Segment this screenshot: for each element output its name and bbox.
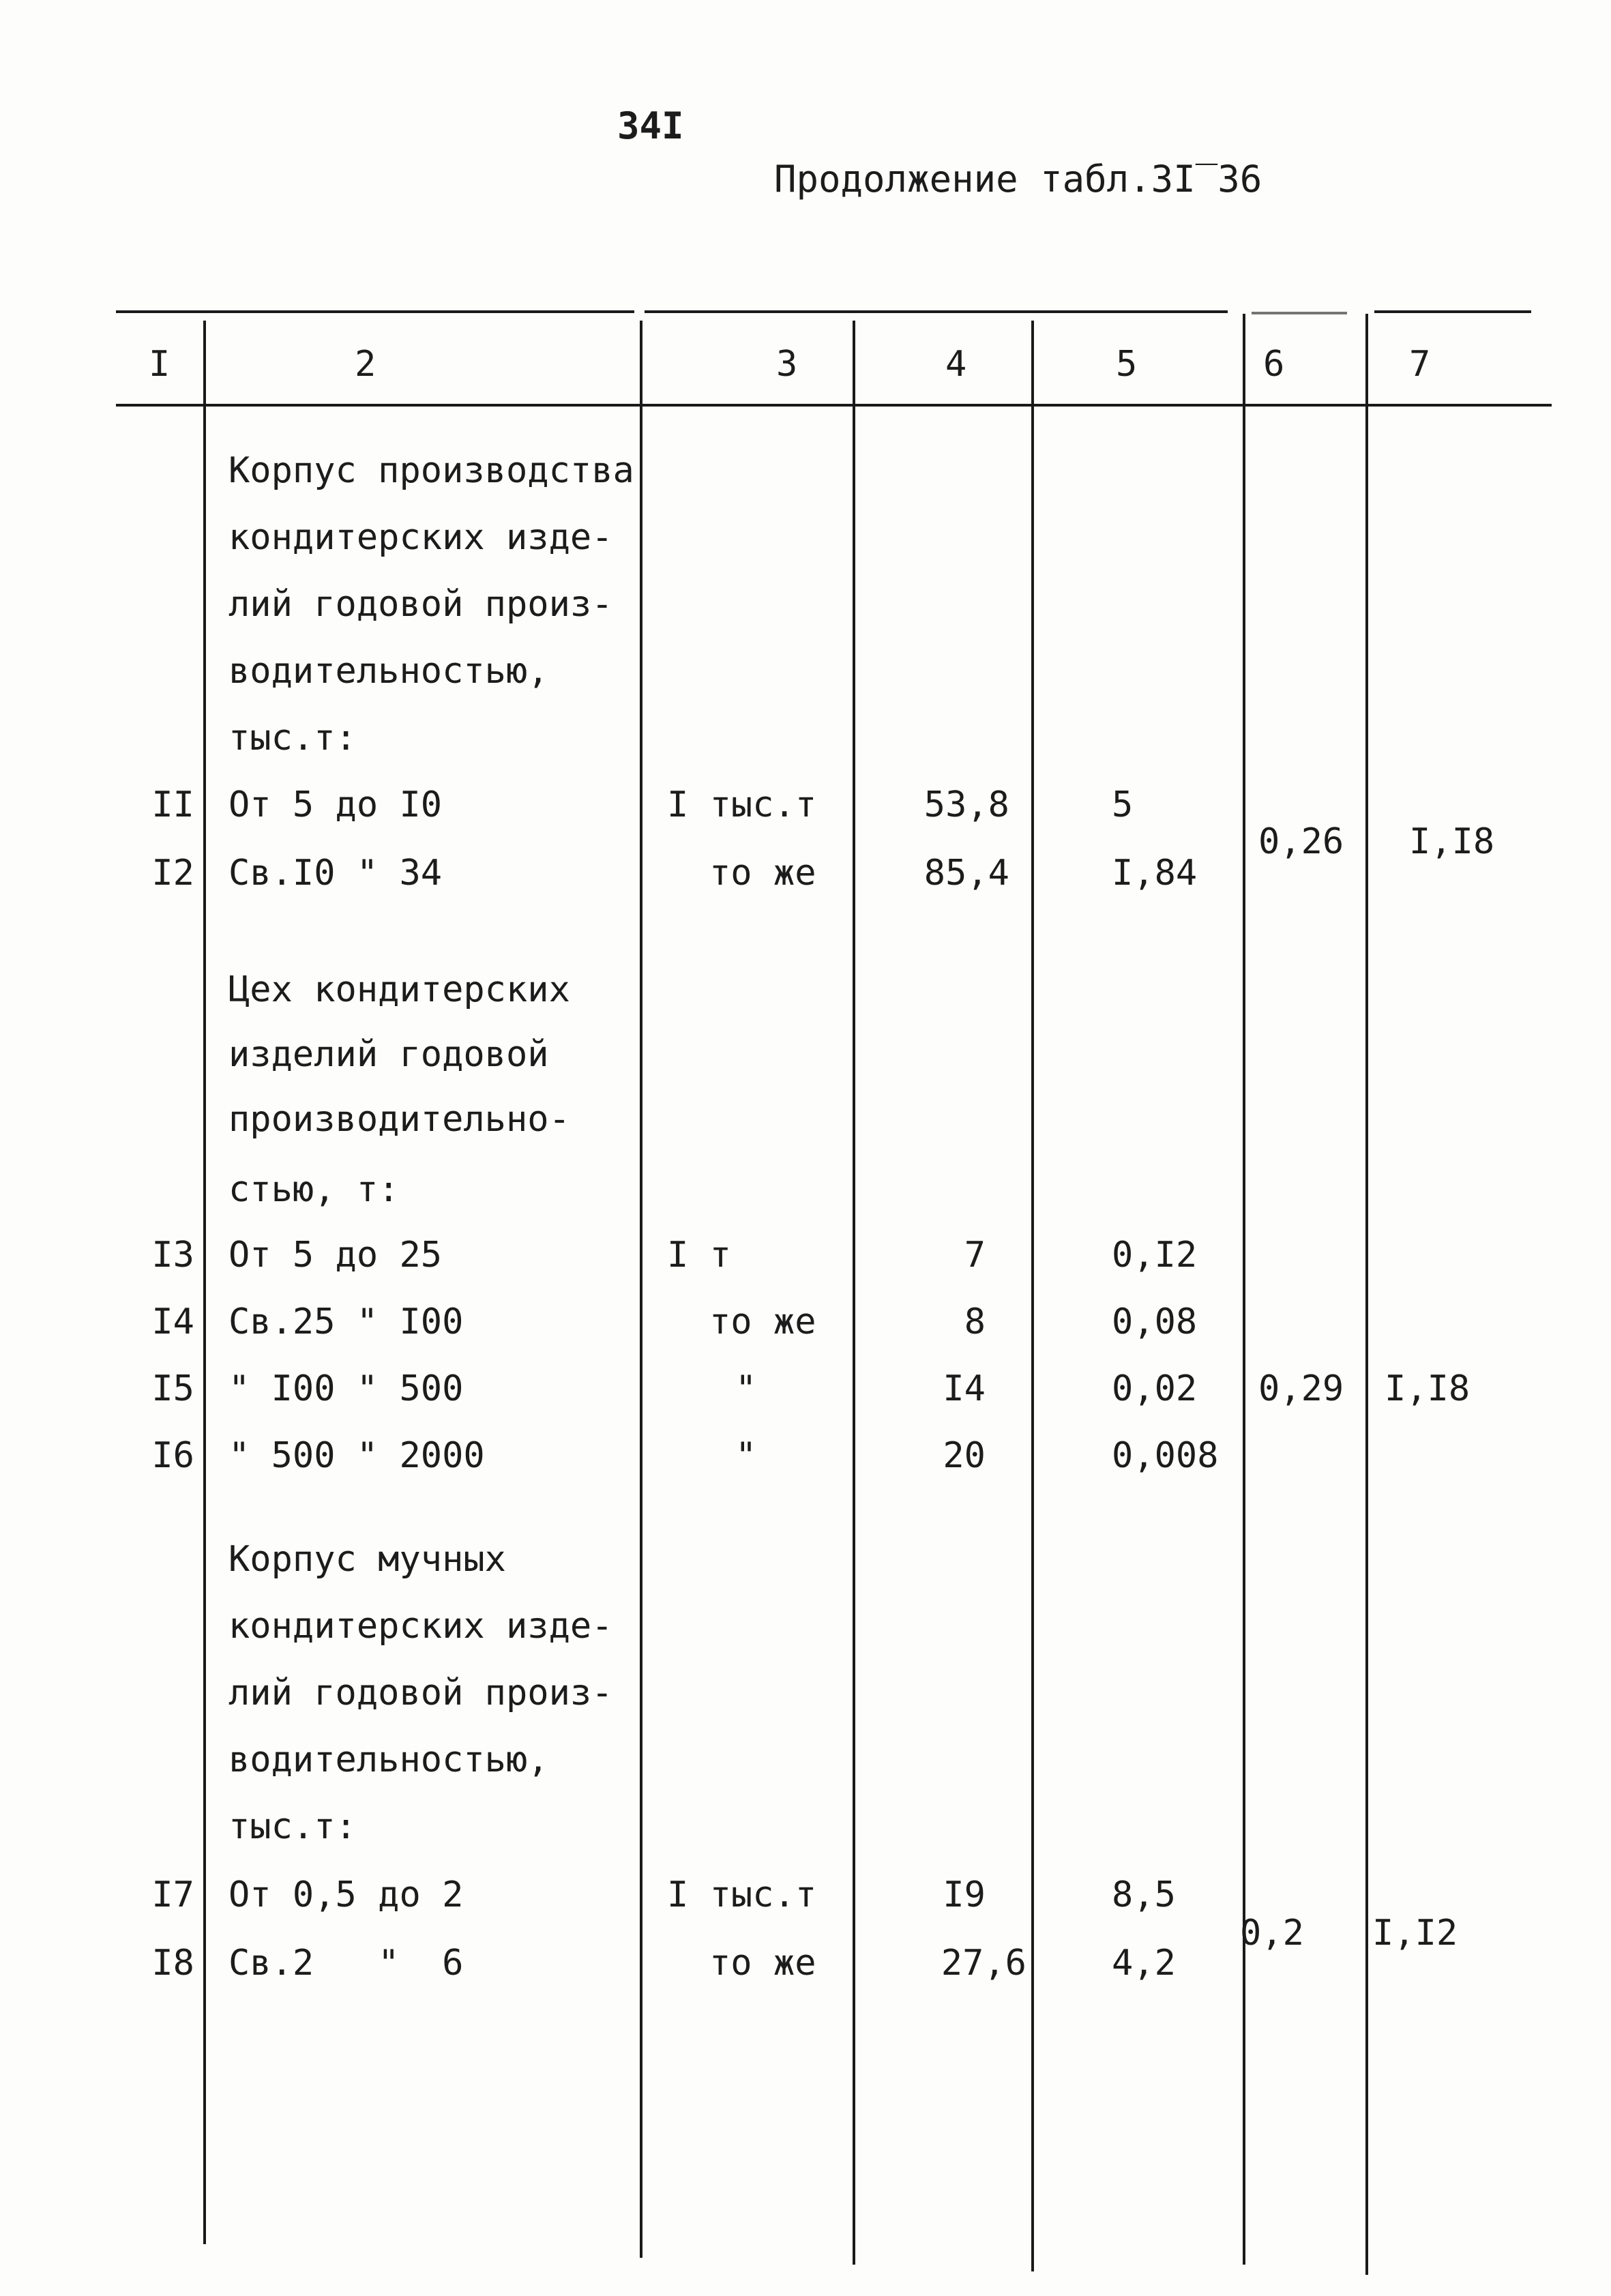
row-unit: I т <box>667 1235 731 1276</box>
row-col-5: 8,5 <box>1112 1874 1176 1915</box>
row-col-5: 0,I2 <box>1112 1235 1198 1276</box>
row-description: От 0,5 до 2 <box>228 1874 464 1915</box>
section-1-title-line-3: лий годовой произ- <box>228 584 613 625</box>
row-col-4: 85,4 <box>923 853 1009 894</box>
row-col-5: 0,02 <box>1112 1368 1198 1409</box>
row-description: " I00 " 500 <box>228 1368 464 1409</box>
column-divider-4 <box>1031 321 1034 2271</box>
row-col-4: 53,8 <box>923 784 1009 825</box>
section-1-col-7: I,I8 <box>1409 821 1495 862</box>
section-2-title-line-1: Цех кондитерских <box>228 969 570 1010</box>
row-unit: " <box>735 1368 757 1409</box>
row-number: I6 <box>151 1435 194 1476</box>
row-col-4: 8 <box>964 1301 986 1342</box>
section-3-title-line-2: кондитерских изде- <box>228 1606 613 1647</box>
row-unit: " <box>735 1435 757 1476</box>
column-divider-3 <box>853 321 855 2265</box>
row-number: I5 <box>151 1368 194 1409</box>
header-col-4: 4 <box>945 344 967 385</box>
row-col-5: 0,08 <box>1112 1301 1198 1342</box>
row-unit: I тыс.т <box>667 1874 817 1915</box>
continuation-title: Продолжение табл.3I‾36 <box>774 158 1262 201</box>
header-col-2: 2 <box>355 344 376 385</box>
section-3-col-6: 0,2 <box>1240 1913 1304 1954</box>
row-unit: то же <box>709 1301 816 1342</box>
row-col-5: 5 <box>1112 784 1134 825</box>
section-2-title-line-3: производительно- <box>228 1099 570 1140</box>
row-col-4: 20 <box>943 1435 986 1476</box>
section-3-title-line-1: Корпус мучных <box>228 1539 506 1580</box>
section-3-title-line-5: тыс.т: <box>228 1806 357 1847</box>
header-col-5: 5 <box>1116 344 1138 385</box>
row-col-5: 0,008 <box>1112 1435 1219 1476</box>
column-divider-1 <box>203 321 206 2244</box>
header-col-3: 3 <box>776 344 798 385</box>
section-1-col-6: 0,26 <box>1258 821 1344 862</box>
top-rule-right <box>1252 312 1347 314</box>
top-rule-middle <box>645 310 1228 313</box>
row-number: I4 <box>151 1301 194 1342</box>
header-rule <box>116 404 1552 407</box>
page-number: 34I <box>617 104 684 147</box>
row-description: От 5 до I0 <box>228 784 443 825</box>
row-unit: I тыс.т <box>667 784 817 825</box>
row-col-4: I4 <box>943 1368 986 1409</box>
section-1-title-line-4: водительностью, <box>228 651 549 692</box>
row-col-4: 7 <box>964 1235 986 1276</box>
section-2-col-6: 0,29 <box>1258 1368 1344 1409</box>
row-number: II <box>151 784 194 825</box>
section-1-title-line-1: Корпус производства <box>228 450 634 491</box>
section-3-title-line-3: лий годовой произ- <box>228 1673 613 1713</box>
column-divider-2 <box>640 321 642 2258</box>
header-col-7: 7 <box>1409 344 1431 385</box>
column-divider-6 <box>1365 314 1368 2275</box>
section-2-col-7: I,I8 <box>1385 1368 1470 1409</box>
section-3-col-7: I,I2 <box>1372 1913 1458 1954</box>
row-col-5: I,84 <box>1112 853 1198 894</box>
row-number: I8 <box>151 1943 194 1984</box>
row-number: I2 <box>151 853 194 894</box>
section-1-title-line-5: тыс.т: <box>228 718 357 759</box>
section-2-title-line-4: стью, т: <box>228 1169 400 1210</box>
section-3-title-line-4: водительностью, <box>228 1739 549 1780</box>
row-col-4: 27,6 <box>941 1943 1026 1984</box>
header-col-6: 6 <box>1263 344 1285 385</box>
row-number: I7 <box>151 1874 194 1915</box>
top-rule-end <box>1374 310 1531 313</box>
row-description: Св.2 " 6 <box>228 1943 464 1984</box>
row-description: Св.I0 " 34 <box>228 853 443 894</box>
row-col-4: I9 <box>943 1874 986 1915</box>
top-rule-left <box>116 310 634 313</box>
section-1-title-line-2: кондитерских изде- <box>228 517 613 558</box>
header-col-1: I <box>149 344 171 385</box>
column-divider-5 <box>1243 314 1245 2265</box>
row-col-5: 4,2 <box>1112 1943 1176 1984</box>
row-number: I3 <box>151 1235 194 1276</box>
row-unit: то же <box>709 853 816 894</box>
section-2-title-line-2: изделий годовой <box>228 1034 549 1075</box>
row-description: Св.25 " I00 <box>228 1301 464 1342</box>
row-unit: то же <box>709 1943 816 1984</box>
row-description: От 5 до 25 <box>228 1235 443 1276</box>
row-description: " 500 " 2000 <box>228 1435 485 1476</box>
